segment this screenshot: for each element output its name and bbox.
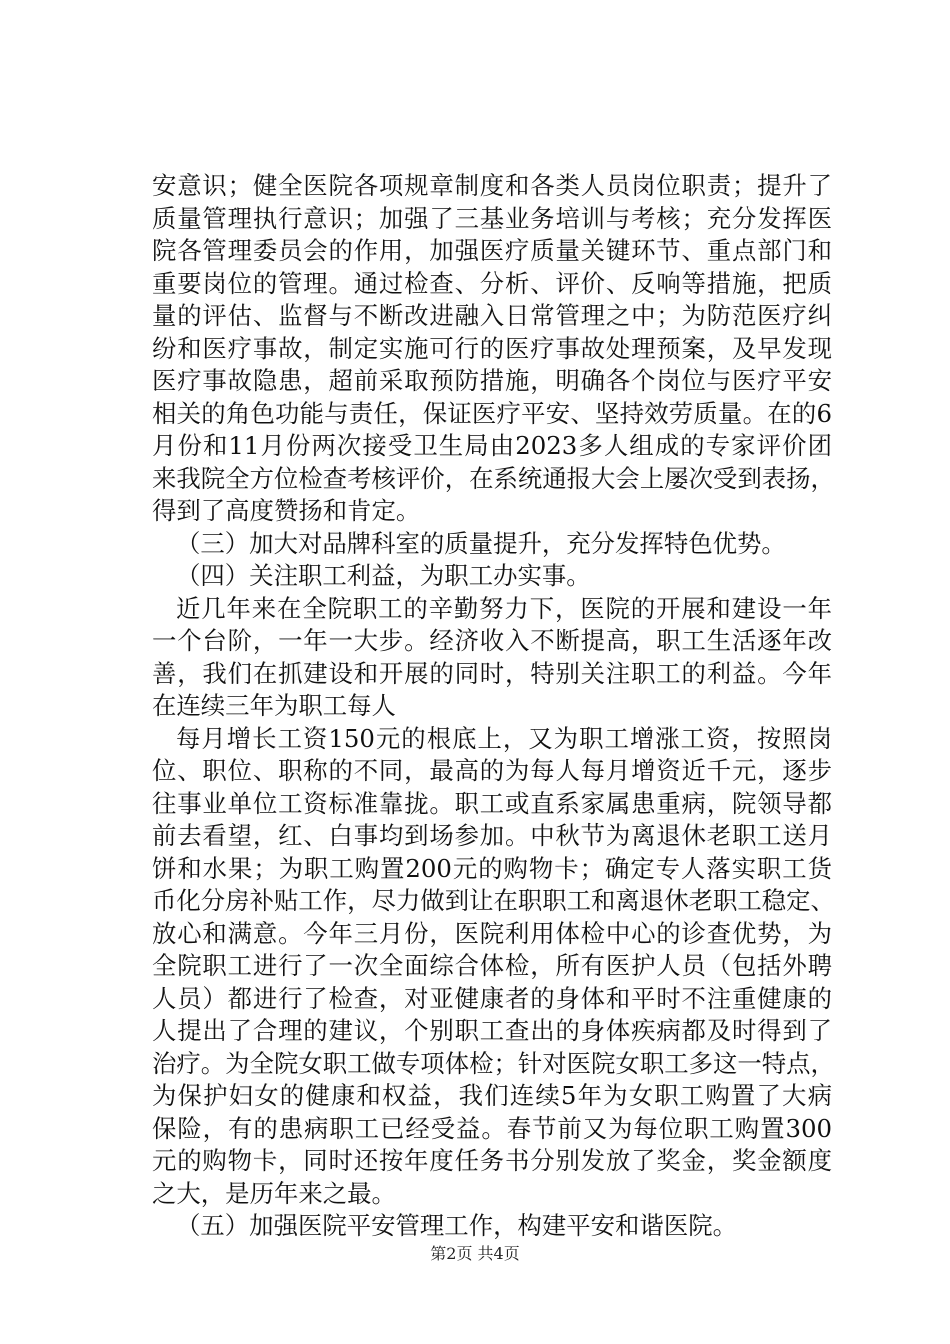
body-line: 在连续三年为职工每人 [152, 691, 396, 720]
body-line: 往事业单位工资标准靠拢。职工或直系家属患重病，院领导都 [152, 788, 832, 818]
body-line: 纷和医疗事故，制定实施可行的医疗事故处理预案，及早发现 [152, 333, 832, 363]
body-line: 为保护妇女的健康和权益，我们连续5年为女职工购置了大病 [152, 1081, 832, 1110]
body-line: 质量管理执行意识；加强了三基业务培训与考核；充分发挥医 [152, 203, 832, 233]
body-line: 饼和水果；为职工购置200元的购物卡；确定专人落实职工货 [152, 853, 832, 883]
section-heading: （五）加强医院平安管理工作，构建平安和谐医院。 [176, 1211, 737, 1240]
body-line: 人提出了合理的建议，个别职工查出的身体疾病都及时得到了 [152, 1016, 832, 1045]
body-line: 治疗。为全院女职工做专项体检；针对医院女职工多这一特点， [152, 1048, 835, 1078]
body-line: 善，我们在抓建设和开展的同时，特别关注职工的利益。今年 [152, 658, 832, 688]
section-heading: （四）关注职工利益，为职工办实事。 [176, 561, 591, 590]
body-line: 来我院全方位检查考核评价，在系统通报大会上屡次受到表扬， [152, 463, 835, 493]
page-footer: 第2页 共4页 [430, 1244, 520, 1263]
section-heading: （三）加大对品牌科室的质量提升，充分发挥特色优势。 [176, 528, 786, 558]
body-line: 得到了高度赞扬和肯定。 [152, 496, 421, 525]
body-line: 重要岗位的管理。通过检查、分析、评价、反响等措施，把质 [152, 268, 832, 298]
body-line: 之大，是历年来之最。 [152, 1178, 396, 1208]
document-body [152, 170, 835, 1243]
body-line: 位、职位、职称的不同，最高的为每人每月增资近千元，逐步 [152, 756, 832, 785]
body-line: 安意识；健全医院各项规章制度和各类人员岗位职责；提升了 [152, 171, 832, 200]
body-line: 全院职工进行了一次全面综合体检，所有医护人员（包括外聘 [152, 951, 832, 980]
body-line: 一个台阶，一年一大步。经济收入不断提高，职工生活逐年改 [152, 626, 832, 655]
body-line: 放心和满意。今年三月份，医院利用体检中心的诊查优势，为 [152, 918, 832, 948]
body-line: 元的购物卡，同时还按年度任务书分别发放了奖金，奖金额度 [152, 1146, 832, 1175]
body-line: 近几年来在全院职工的辛勤努力下，医院的开展和建设一年 [176, 593, 832, 623]
body-line: 月份和11月份两次接受卫生局由2023多人组成的专家评价团 [152, 431, 832, 460]
body-line: 币化分房补贴工作，尽力做到让在职职工和离退休老职工稳定、 [152, 886, 835, 915]
body-line: 每月增长工资150元的根底上，又为职工增涨工资，按照岗 [176, 723, 832, 753]
body-line: 保险，有的患病职工已经受益。春节前又为每位职工购置300 [152, 1113, 832, 1143]
body-line: 人员）都进行了检查，对亚健康者的身体和平时不注重健康的 [152, 983, 832, 1013]
body-line: 医疗事故隐患，超前采取预防措施，明确各个岗位与医疗平安 [152, 366, 832, 395]
body-line: 相关的角色功能与责任，保证医疗平安、坚持效劳质量。在的6 [152, 398, 832, 428]
body-line: 院各管理委员会的作用，加强医疗质量关键环节、重点部门和 [152, 236, 832, 265]
body-line: 前去看望，红、白事均到场参加。中秋节为离退休老职工送月 [152, 821, 832, 850]
body-line: 量的评估、监督与不断改进融入日常管理之中；为防范医疗纠 [152, 301, 832, 330]
